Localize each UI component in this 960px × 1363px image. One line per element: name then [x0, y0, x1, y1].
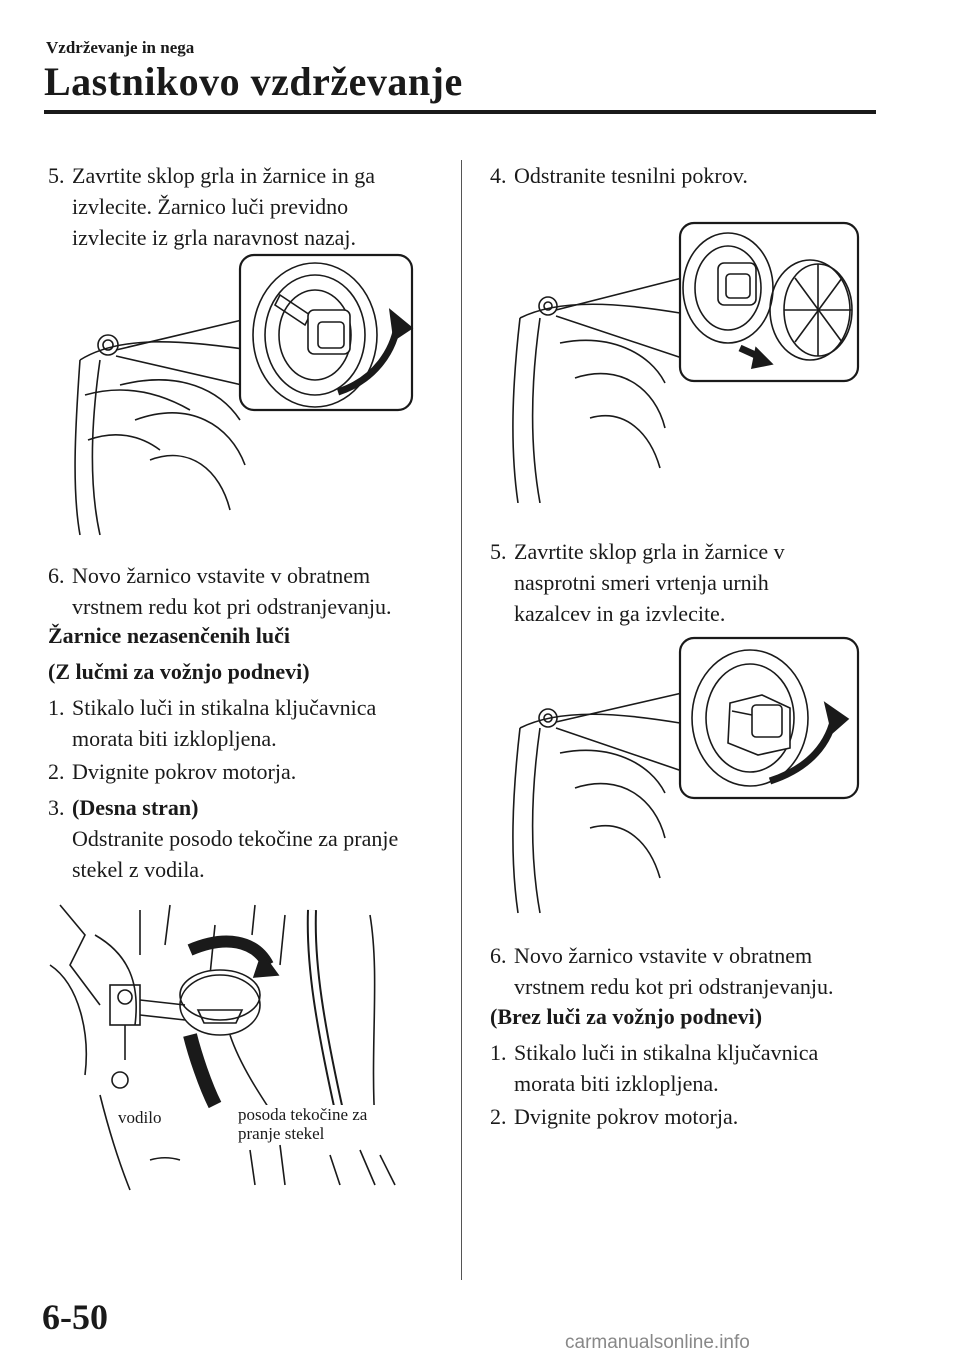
step-number: 5. — [490, 539, 507, 564]
step-number: 2. — [490, 1104, 507, 1129]
step-number: 2. — [48, 759, 65, 784]
figure-bulb-rotate — [60, 250, 420, 540]
page-number: 6-50 — [42, 1297, 108, 1337]
step-number: 4. — [490, 163, 507, 188]
step-number: 6. — [490, 943, 507, 968]
step-text: Novo žarnico vstavite v obratnem vrstnem redu kot pri odstranjevanju. — [72, 563, 392, 619]
step-text: Zavrtite sklop grla in žarnice v nasprotni smeri vrtenja urnih kazalcev in ga izvlecite. — [514, 539, 785, 626]
label-guide: vodilo — [118, 1108, 162, 1127]
figure-bulb-rotate-counterclockwise — [500, 633, 870, 918]
step-text: Novo žarnico vstavite v obratnem vrstnem redu kot pri odstranjevanju. — [514, 943, 834, 999]
step-text: Zavrtite sklop grla in žarnice in ga izvlecite. Žarnico luči previdno izvlecite iz grla naravnost nazaj. — [72, 163, 375, 250]
step-text: Odstranite posodo tekočine za pranje stekel z vodila. — [72, 826, 399, 882]
heading-without-drl: (Brez luči za vožnjo podnevi) — [490, 1004, 763, 1029]
page-title: Lastnikovo vzdrževanje — [44, 59, 463, 104]
step-text: Odstranite tesnilni pokrov. — [514, 163, 748, 188]
step-text: Stikalo luči in stikalna ključavnica morata biti izklopljena. — [72, 695, 377, 751]
step-text: Stikalo luči in stikalna ključavnica morata biti izklopljena. — [514, 1040, 819, 1096]
step-number: 1. — [490, 1040, 507, 1065]
column-divider — [461, 160, 462, 1280]
watermark: carmanualsonline.info — [565, 1332, 750, 1353]
figure-seal-cover — [500, 218, 870, 503]
step-text: Dvignite pokrov motorja. — [514, 1104, 739, 1129]
heading-halogen-bulbs: Žarnice nezasenčenih luči — [48, 623, 290, 648]
step-number: 3. — [48, 795, 65, 820]
heading-with-drl: (Z lučmi za vožnjo podnevi) — [48, 659, 310, 684]
label-washer-reservoir: posoda tekočine za pranje stekel — [238, 1105, 398, 1143]
figure-washer-reservoir — [40, 895, 410, 1195]
title-rule — [44, 110, 876, 114]
step-text: Dvignite pokrov motorja. — [72, 759, 297, 784]
step-number: 5. — [48, 163, 65, 188]
section-label: Vzdrževanje in nega — [46, 38, 195, 57]
step-number: 1. — [48, 695, 65, 720]
step-number: 6. — [48, 563, 65, 588]
step-heading: (Desna stran) — [72, 795, 199, 820]
